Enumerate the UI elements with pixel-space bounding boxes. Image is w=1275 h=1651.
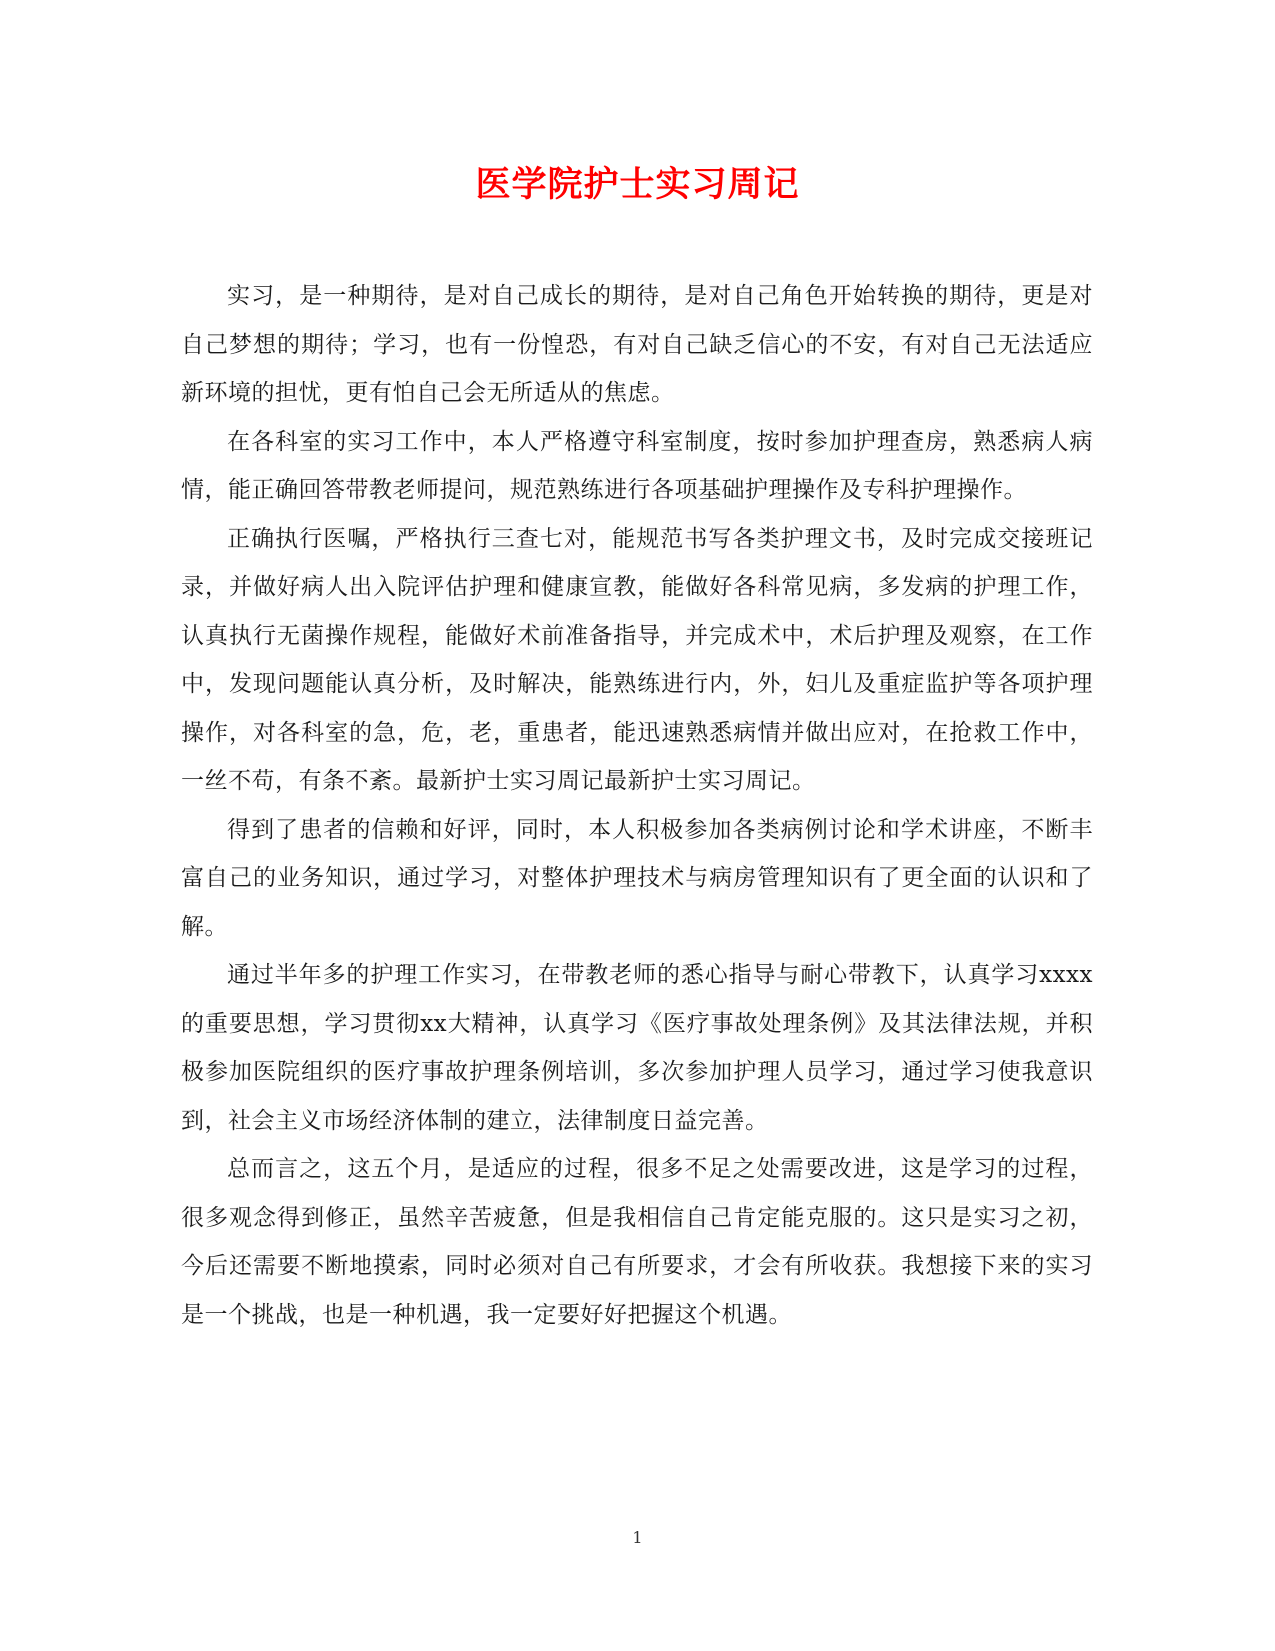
- document-title: 医学院护士实习周记: [475, 164, 800, 205]
- paragraph-1: 实习，是一种期待，是对自己成长的期待，是对自己角色开始转换的期待，更是对自己梦想的期待；学习，也有一份惶恐，有对自己缺乏信心的不安，有对自己无法适应新环境的担忧，更有怕自己会无所适从的焦虑。: [181, 283, 1093, 406]
- page-number: 1: [632, 1528, 643, 1547]
- paragraph-6: 总而言之，这五个月，是适应的过程，很多不足之处需要改进，这是学习的过程，很多观念得到修正，虽然辛苦疲惫，但是我相信自己肯定能克服的。这只是实习之初，今后还需要不断地摸索，同时必须对自己有所要求，才会有所收获。我想接下来的实习是一个挑战，也是一种机遇，我一定要好好把握这个机遇。: [181, 1156, 1093, 1328]
- paragraph-4: 得到了患者的信赖和好评，同时，本人积极参加各类病例讨论和学术讲座，不断丰富自己的业务知识，通过学习，对整体护理技术与病房管理知识有了更全面的认识和了解。: [181, 816, 1093, 940]
- paragraph-5: 通过半年多的护理工作实习，在带教老师的悉心指导与耐心带教下，认真学习xxxx 的重要思想，学习贯彻xx大精神，认真学习《医疗事故处理条例》及其法律法规，并积极参加医院组织的医疗事故护理条例培训，多次参加护理人员学习，通过学习使我意识到，社会主义市场经济体制的建立，法律制度日益完善。: [181, 962, 1093, 1134]
- paragraph-2: 在各科室的实习工作中，本人严格遵守科室制度，按时参加护理查房，熟悉病人病情，能正确回答带教老师提问，规范熟练进行各项基础护理操作及专科护理操作。: [181, 428, 1093, 503]
- document-body: [181, 272, 1093, 1339]
- paragraph-3: 正确执行医嘱，严格执行三查七对，能规范书写各类护理文书，及时完成交接班记录，并做好病人出入院评估护理和健康宣教，能做好各科常见病，多发病的护理工作，认真执行无菌操作规程，能做好术前准备指导，并完成术中，术后护理及观察，在工作中，发现问题能认真分析，及时解决，能熟练进行内，外，妇儿及重症监护等各项护理操作，对各科室的急，危，老，重患者，能迅速熟悉病情并做出应对，在抢救工作中，一丝不苟，有条不紊。最新护士实习周记最新护士实习周记。: [181, 525, 1093, 794]
